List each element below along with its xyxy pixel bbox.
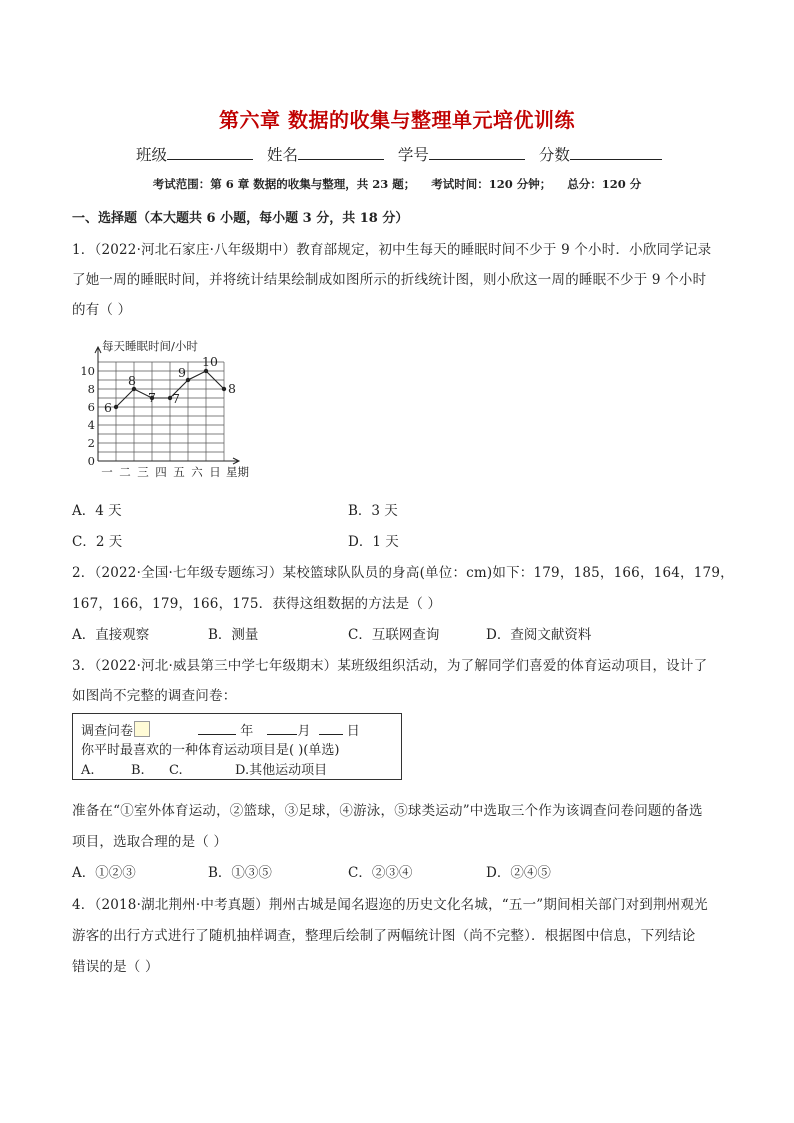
q1-option-c[interactable]: C．2 天 bbox=[72, 534, 123, 550]
survey-choice-c: C. bbox=[169, 763, 183, 778]
q1-text-line3: 的有（ ） bbox=[72, 302, 132, 318]
name-field[interactable]: 姓名 bbox=[267, 143, 384, 165]
exam-scope bbox=[0, 176, 794, 192]
survey-form-figure bbox=[72, 713, 402, 780]
survey-choice-d: D.其他运动项目 bbox=[235, 763, 328, 778]
q2-option-c[interactable]: C．互联网查询 bbox=[348, 627, 440, 643]
q1-option-b[interactable]: B．3 天 bbox=[348, 503, 398, 519]
y-tick-label: 2 bbox=[87, 436, 95, 450]
x-axis-label: 星期 bbox=[226, 465, 249, 479]
q3-text-line4: 项目，选取合理的是（ ） bbox=[72, 834, 228, 850]
survey-year: 年 bbox=[240, 724, 254, 739]
q1-option-d[interactable]: D．1 天 bbox=[348, 534, 399, 550]
q3-option-d[interactable]: D．②④⑤ bbox=[486, 865, 551, 881]
y-tick-label: 10 bbox=[80, 364, 95, 378]
q3-text-line1: 3．（2022·河北·威县第三中学七年级期末）某班级组织活动，为了解同学们喜爱的体育运动项目，设计了 bbox=[72, 658, 708, 674]
survey-choice-b: B. bbox=[131, 763, 145, 778]
score-field[interactable]: 分数 bbox=[539, 143, 662, 165]
q2-option-a[interactable]: A．直接观察 bbox=[72, 627, 150, 643]
x-tick-label: 日 bbox=[209, 465, 221, 479]
exam-range: 考试范围：第 6 章 数据的收集与整理，共 23 题； bbox=[152, 177, 416, 191]
data-label: 10 bbox=[202, 354, 218, 369]
chart-grid bbox=[98, 362, 224, 461]
y-axis-label: 每天睡眠时间/小时 bbox=[102, 339, 198, 353]
data-point bbox=[204, 369, 208, 373]
q1-text-line1: 1．（2022·河北石家庄·八年级期中）教育部规定，初中生每天的睡眠时间不少于 9 个小时．小欣同学记录 bbox=[72, 242, 712, 258]
data-label: 7 bbox=[172, 391, 180, 406]
q1-option-a[interactable]: A．4 天 bbox=[72, 503, 122, 519]
student-id-field[interactable]: 学号 bbox=[398, 143, 525, 165]
data-label: 7 bbox=[148, 390, 156, 405]
q3-text-line3: 准备在“①室外体育运动，②篮球，③足球，④游泳，⑤球类运动”中选取三个作为该调查问卷问题的备选 bbox=[72, 803, 703, 819]
q3-option-b[interactable]: B．①③⑤ bbox=[208, 865, 272, 881]
q2-text-line2: 167，166，179，166，175．获得这组数据的方法是（ ） bbox=[72, 596, 442, 612]
data-point bbox=[222, 387, 226, 391]
survey-day: 日 bbox=[346, 724, 360, 739]
class-field[interactable]: 班级 bbox=[136, 143, 253, 165]
q2-option-d[interactable]: D．查阅文献资料 bbox=[486, 627, 592, 643]
x-tick-label: 三 bbox=[137, 465, 149, 479]
y-tick-label: 0 bbox=[87, 454, 95, 468]
x-tick-label: 五 bbox=[173, 465, 185, 479]
q2-option-b[interactable]: B．测量 bbox=[208, 627, 259, 643]
survey-choices-row bbox=[81, 759, 327, 778]
exam-time: 考试时间：120 分钟； bbox=[431, 177, 552, 191]
q3-option-a[interactable]: A．①②③ bbox=[72, 865, 136, 881]
page-title: 第六章 数据的收集与整理单元培优训练 bbox=[219, 108, 575, 132]
q1-text-line2: 了她一周的睡眠时间，并将统计结果绘制成如图所示的折线统计图，则小欣这一周的睡眠不少于 9 个小时 bbox=[72, 272, 707, 288]
student-info-row bbox=[136, 143, 671, 165]
y-tick-label: 4 bbox=[87, 418, 95, 432]
x-tick-label: 二 bbox=[119, 465, 131, 479]
data-label: 9 bbox=[178, 365, 186, 380]
data-label: 6 bbox=[104, 400, 112, 415]
q2-text-line1: 2．（2022·全国·七年级专题练习）某校篮球队队员的身高(单位：cm)如下：179，185，166，164，179， bbox=[72, 565, 734, 581]
survey-header-row bbox=[81, 720, 360, 739]
q4-text-line1: 4．（2018·湖北荆州·中考真题）荆州古城是闻名遐迩的历史文化名城，“五一”期间相关部门对到荆州观光 bbox=[72, 897, 708, 913]
q3-text-line2: 如图尚不完整的调查问卷： bbox=[72, 688, 237, 704]
q4-text-line3: 错误的是（ ） bbox=[72, 959, 159, 975]
data-label: 8 bbox=[228, 381, 236, 396]
survey-checkbox[interactable] bbox=[134, 721, 150, 737]
survey-question: 你平时最喜欢的一种体育运动项目是( )(单选) bbox=[81, 743, 340, 758]
x-tick-label: 六 bbox=[191, 465, 203, 479]
q3-option-c[interactable]: C．②③④ bbox=[348, 865, 413, 881]
data-label: 8 bbox=[128, 373, 136, 388]
sleep-line-chart bbox=[74, 334, 274, 484]
data-point bbox=[186, 378, 190, 382]
y-tick-label: 8 bbox=[87, 382, 95, 396]
section-heading: 一、选择题（本大题共 6 小题，每小题 3 分，共 18 分） bbox=[72, 211, 409, 226]
x-tick-label: 一 bbox=[101, 465, 113, 479]
survey-choice-a: A. bbox=[81, 763, 95, 778]
exam-total: 总分：120 分 bbox=[567, 177, 642, 191]
x-tick-label: 四 bbox=[155, 465, 167, 479]
q4-text-line2: 游客的出行方式进行了随机抽样调查，整理后绘制了两幅统计图（尚不完整）．根据图中信息，下列结论 bbox=[72, 928, 696, 944]
survey-title: 调查问卷 bbox=[81, 724, 134, 739]
data-point bbox=[114, 405, 118, 409]
survey-month: 月 bbox=[297, 724, 311, 739]
y-tick-label: 6 bbox=[87, 400, 95, 414]
